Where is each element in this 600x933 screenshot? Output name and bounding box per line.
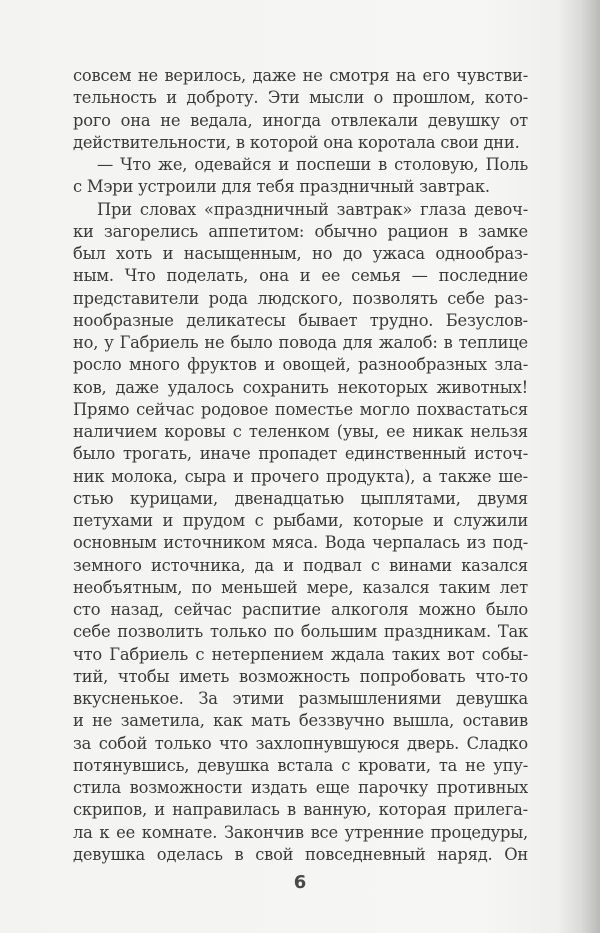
page-number: 6: [293, 872, 307, 893]
text-line: петухами и прудом с рыбами, которые и служили: [73, 511, 528, 530]
text-line: ник молока, сыра и прочего продукта), а также ше-: [73, 466, 528, 486]
text-line: земного источника, да и подвал с винами казался: [73, 555, 528, 575]
text-line: представители рода людского, позволять себе раз-: [73, 288, 528, 308]
text-line: ки загорелись аппетитом: обычно рацион в замке: [73, 221, 528, 241]
text-line: ла к ее комнате. Закончив все утренние процедуры,: [73, 822, 528, 842]
text-line: и не заметила, как мать беззвучно вышла, оставив: [73, 711, 528, 731]
text-line: Прямо сейчас родовое поместье могло похвастаться: [73, 399, 528, 419]
text-line: ным. Что поделать, она и ее семья — последние: [73, 266, 528, 286]
text-line: стью курицами, двенадцатью цыплятами, двумя: [73, 488, 528, 508]
text-line: рого она не ведала, иногда отвлекали девушку от: [73, 110, 528, 130]
text-line: был хоть и насыщенным, но до ужаса однообраз-: [73, 244, 528, 263]
text-line: за собой только что захлопнувшуюся дверь. Сладко: [73, 733, 528, 753]
text-line: тий, чтобы иметь возможность попробовать что-то: [73, 666, 528, 686]
text-line: наличием коровы с теленком (увы, ее никак нельзя: [73, 422, 528, 441]
text-line: но, у Габриель не было повода для жалоб: в теплице: [73, 333, 528, 352]
text-line: скрипов, и направилась в ванную, которая прилега-: [73, 800, 528, 820]
text-line: девушка оделась в свой повседневный наряд. Он: [73, 844, 528, 864]
text-line: — Что же, одевайся и поспеши в столовую, Поль: [97, 155, 528, 174]
text-line: себе позволить только по большим праздникам. Так: [73, 622, 528, 642]
text-line: было трогать, иначе пропадет единственный источ-: [73, 444, 528, 464]
text-line: ков, даже удалось сохранить некоторых животных!: [73, 377, 528, 397]
text-line: необъятным, по меньшей мере, казался таким лет: [73, 577, 528, 597]
text-line: стила возможности издать еще парочку противных: [73, 778, 528, 797]
text-line: совсем не верилось, даже не смотря на его чувстви-: [73, 66, 528, 85]
text-line: сто назад, сейчас распитие алкоголя можно было: [73, 600, 528, 619]
text-line: тельность и доброту. Эти мысли о прошлом, кото-: [73, 88, 528, 108]
text-line: с Мэри устроили для тебя праздничный завтрак.: [73, 177, 490, 197]
text-line: что Габриель с нетерпением ждала таких вот собы-: [73, 644, 528, 664]
text-line: росло много фруктов и овощей, разнообразных зла-: [73, 355, 528, 375]
text-line: При словах «праздничный завтрак» глаза девоч-: [97, 199, 528, 219]
text-line: основным источником мяса. Вода черпалась из под-: [73, 533, 528, 553]
body-text: [73, 65, 528, 866]
text-line: действительности, в которой она коротала свои дни.: [73, 132, 520, 152]
text-line: нообразные деликатесы бывает трудно. Безуслов-: [73, 310, 528, 330]
text-line: вкусненькое. За этими размышлениями девушка: [73, 689, 528, 708]
text-line: потянувшись, девушка встала с кровати, та не упу-: [73, 755, 528, 775]
